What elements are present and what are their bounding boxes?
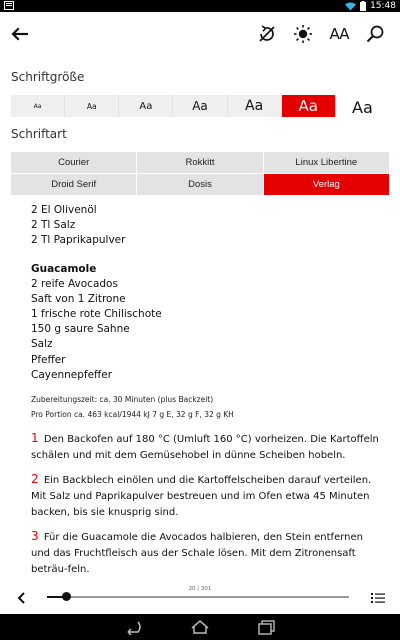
font-option-linux-libertine[interactable]: Linux Libertine [264, 152, 389, 173]
step-text: Ein Backblech einölen und die Kartoffelscheiben darauf verteilen. Mit Salz und Paprikapulver bestreuen und im Ofen etwa 45 Minuten backen, bis sie knusprig sind. [31, 474, 372, 519]
font-size-option-7[interactable]: Aa [336, 95, 389, 117]
font-size-label: Schriftgröße [11, 70, 85, 84]
step-text: Den Backofen auf 180 °C (Umluft 160 °C) vorheizen. Die Kartoffeln schälen und mit dem Gemüsehobel in dünne Scheiben hobeln. [31, 434, 379, 462]
prep-time: Zubereitungszeit: ca. 30 Minuten (plus Backzeit) [31, 395, 214, 405]
font-option-droid-serif[interactable]: Droid Serif [11, 174, 136, 195]
nutrition-info: Pro Portion ca. 463 kcal/1944 kJ 7 g E, 32 g F, 32 g KH [31, 410, 234, 420]
notification-icon [4, 1, 14, 10]
ingredient-item: Salz [31, 338, 53, 351]
ingredient-item: 1 frische rote Chilischote [31, 308, 162, 321]
ingredient-item: Saft von 1 Zitrone [31, 292, 126, 305]
search-button[interactable] [362, 21, 388, 47]
font-size-option-6[interactable]: Aa [282, 95, 336, 117]
font-option-courier[interactable]: Courier [11, 152, 136, 173]
toolbar [0, 12, 400, 56]
ingredient-item: 2 El Olivenöl [31, 204, 97, 216]
ingredient-item: 2 Tl Salz [31, 219, 76, 232]
nav-recents-icon[interactable] [256, 619, 278, 635]
step-item [31, 430, 381, 465]
font-family-label: Schriftart [11, 127, 67, 141]
font-size-option-4[interactable]: Aa [173, 95, 227, 117]
nav-back-icon[interactable] [122, 619, 144, 635]
wifi-icon [345, 2, 356, 11]
font-size-option-2[interactable]: Aa [65, 95, 119, 117]
step-number: 1 [31, 431, 39, 446]
ingredient-item: 150 g saure Sahne [31, 323, 130, 336]
step-item [31, 528, 381, 579]
font-size-option-1[interactable]: Aa [11, 95, 65, 117]
ingredient-item: 2 Tl Paprikapulver [31, 234, 126, 247]
step-text: Für die Guacamole die Avocados halbieren, den Stein entfernen und das Fruchtfleisch aus der Schale lösen. Mit dem Zitronensaft beträu-feln. [31, 531, 363, 576]
font-size-icon: AA [329, 25, 349, 43]
step-item [31, 471, 381, 522]
recipe-content [31, 203, 381, 584]
font-size-option-5[interactable]: Aa [228, 95, 282, 117]
no-rotation-button[interactable] [254, 21, 280, 47]
ingredient-item: 2 reife Avocados [31, 277, 118, 290]
brightness-button[interactable] [290, 21, 316, 47]
no-rotation-icon [257, 24, 277, 44]
search-icon [365, 24, 385, 44]
font-option-dosis[interactable]: Dosis [137, 174, 262, 195]
font-size-button[interactable] [326, 21, 352, 47]
recipe-meta [31, 392, 381, 422]
page-slider-track[interactable] [47, 596, 349, 598]
battery-icon [360, 1, 366, 11]
page-navigation [0, 578, 400, 614]
font-option-rokkitt[interactable]: Rokkitt [137, 152, 262, 173]
table-of-contents-icon[interactable] [370, 590, 386, 606]
recipe-steps [31, 430, 381, 578]
status-bar [0, 0, 400, 12]
step-number: 2 [31, 471, 39, 486]
ingredient-item: Pfeffer [31, 353, 66, 366]
guacamole-heading: Guacamole [31, 262, 97, 275]
font-option-verlag[interactable]: Verlag [264, 174, 389, 195]
font-family-selector [11, 152, 389, 195]
system-nav-bar [0, 614, 400, 640]
back-arrow-icon[interactable] [8, 22, 32, 46]
font-size-option-3[interactable]: Aa [119, 95, 173, 117]
page-slider-thumb[interactable] [62, 592, 71, 601]
brightness-icon [293, 24, 313, 44]
step-number: 3 [31, 528, 39, 543]
font-size-selector [11, 95, 389, 117]
previous-chevron-icon[interactable] [14, 590, 30, 606]
page-indicator: 20 / 301 [188, 586, 212, 592]
nav-home-icon[interactable] [189, 619, 211, 635]
ingredient-item: Cayennepfeffer [31, 368, 113, 381]
status-time: 15:48 [370, 1, 396, 11]
